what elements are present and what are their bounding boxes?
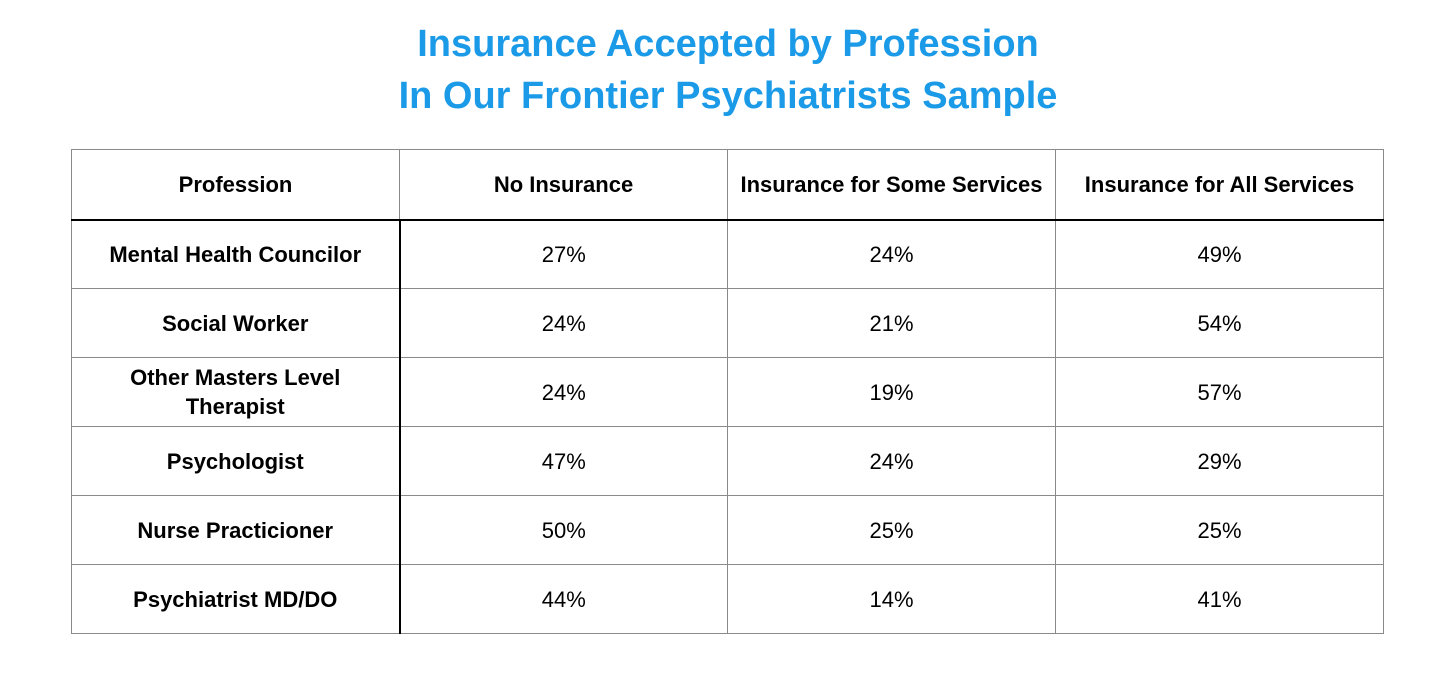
chart-title xyxy=(0,18,1456,122)
cell-some-services: 24% xyxy=(728,220,1056,289)
cell-no-insurance: 27% xyxy=(400,220,728,289)
cell-all-services: 57% xyxy=(1056,358,1384,427)
table-row xyxy=(72,496,1384,565)
row-label: Psychiatrist MD/DO xyxy=(72,565,400,634)
table-row xyxy=(72,358,1384,427)
table-row xyxy=(72,565,1384,634)
column-header-some-services: Insurance for Some Services xyxy=(728,150,1056,220)
cell-some-services: 14% xyxy=(728,565,1056,634)
cell-all-services: 41% xyxy=(1056,565,1384,634)
cell-no-insurance: 24% xyxy=(400,358,728,427)
cell-all-services: 54% xyxy=(1056,289,1384,358)
table-row xyxy=(72,220,1384,289)
chart-title-line-1: Insurance Accepted by Profession xyxy=(417,23,1039,65)
insurance-table xyxy=(71,149,1384,634)
row-label: Psychologist xyxy=(72,427,400,496)
cell-no-insurance: 44% xyxy=(400,565,728,634)
cell-some-services: 24% xyxy=(728,427,1056,496)
table-row xyxy=(72,289,1384,358)
row-label: Social Worker xyxy=(72,289,400,358)
column-header-profession: Profession xyxy=(72,150,400,220)
column-header-no-insurance: No Insurance xyxy=(400,150,728,220)
table-row xyxy=(72,427,1384,496)
row-label: Nurse Practicioner xyxy=(72,496,400,565)
cell-no-insurance: 24% xyxy=(400,289,728,358)
row-label: Other Masters Level Therapist xyxy=(72,358,400,427)
cell-all-services: 49% xyxy=(1056,220,1384,289)
cell-some-services: 21% xyxy=(728,289,1056,358)
row-label: Mental Health Councilor xyxy=(72,220,400,289)
chart-title-line-2: In Our Frontier Psychiatrists Sample xyxy=(398,75,1058,117)
column-header-all-services: Insurance for All Services xyxy=(1056,150,1384,220)
cell-no-insurance: 47% xyxy=(400,427,728,496)
cell-some-services: 25% xyxy=(728,496,1056,565)
cell-no-insurance: 50% xyxy=(400,496,728,565)
cell-all-services: 29% xyxy=(1056,427,1384,496)
table-header-row xyxy=(72,150,1384,220)
cell-some-services: 19% xyxy=(728,358,1056,427)
cell-all-services: 25% xyxy=(1056,496,1384,565)
